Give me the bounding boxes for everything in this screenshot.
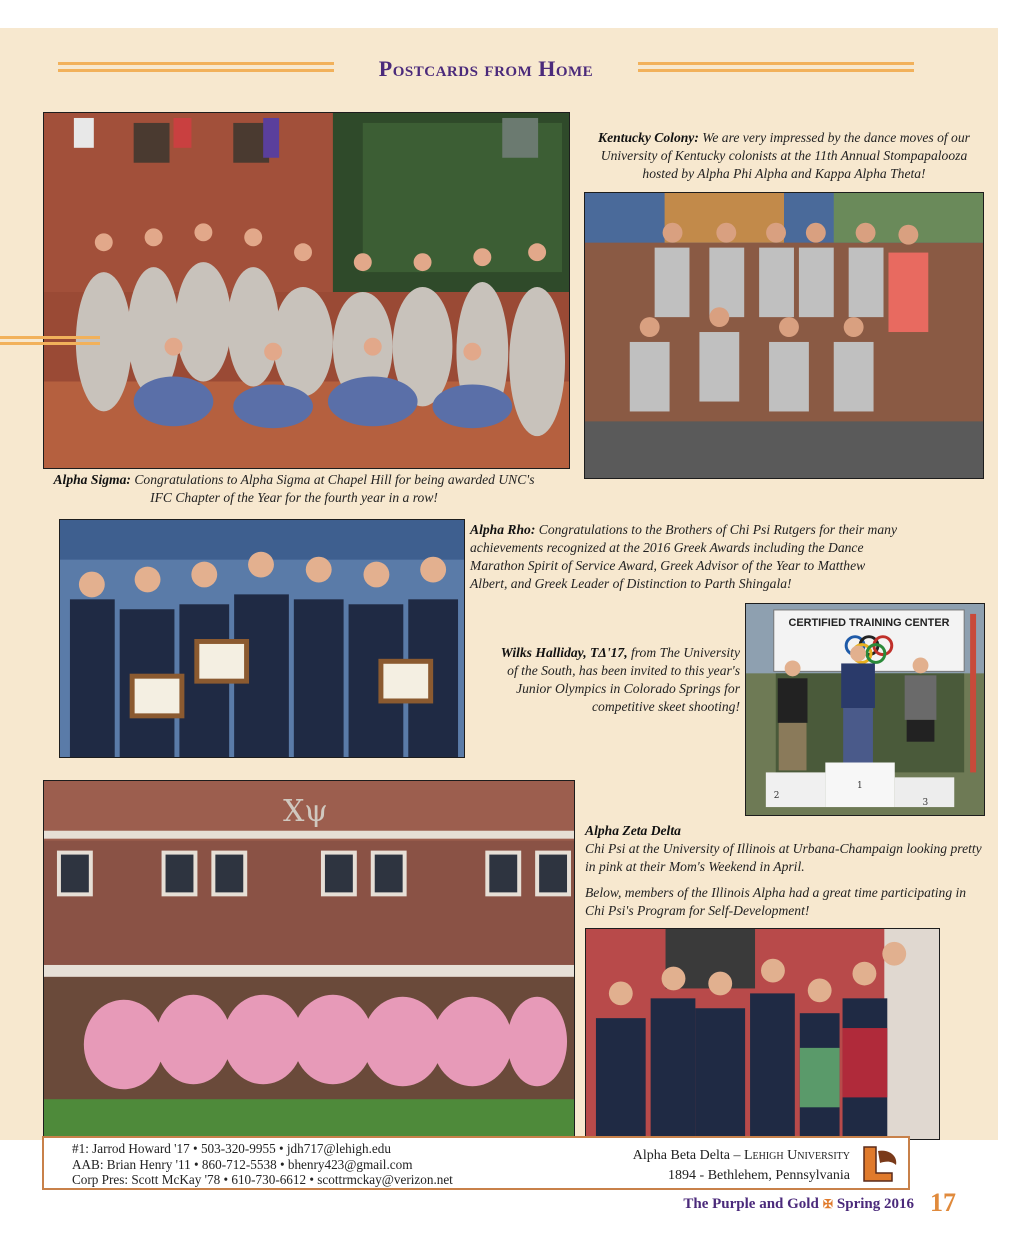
- svg-text:2: 2: [773, 791, 780, 802]
- alpha-rho-photo: [59, 519, 465, 758]
- chi-psi-emblem-icon: ✠: [822, 1197, 833, 1211]
- alpha-rho-caption: Alpha Rho: Congratulations to the Brothers of Chi Psi Rutgers for their many achievements recognized at the 2016 Greek Awards including the Dance Marathon Spirit of Service Award, Greek Advisor of the Year to Matthew Albert, and Greek Leader of Distinction to Parth Shingala!: [470, 522, 897, 591]
- alpha-sigma-photo: [43, 112, 570, 469]
- svg-text:1: 1: [857, 781, 863, 792]
- header-rule-left: [58, 62, 334, 74]
- kentucky-caption: Kentucky Colony: We are very impressed by the dance moves of our University of Kentucky colonists at the 11th Annual Stompapalooza hosted by Alpha Phi Alpha and Kappa Alpha Theta!: [598, 130, 970, 181]
- svg-text:Χψ: Χψ: [283, 793, 328, 829]
- illinois-alpha-photo: [585, 928, 940, 1140]
- illinois-pink-photo: [43, 780, 575, 1137]
- alpha-sigma-caption: Alpha Sigma: Congratulations to Alpha Sigma at Chapel Hill for being awarded UNC's IFC Chapter of the Year for the fourth year in a row!: [53, 472, 535, 505]
- chapter-contact-box: [42, 1136, 910, 1190]
- header-rule-right: [638, 62, 914, 74]
- azd-caption: Alpha Zeta Delta Chi Psi at the University of Illinois at Urbana-Champaign looking pretty in pink at their Mom's Weekend in April. Below, members of the Illinois Alpha had a great time participating in Chi Psi's Program for Self-Development!: [585, 823, 982, 918]
- side-rule: [0, 336, 100, 346]
- podium-photo: [745, 603, 985, 816]
- kentucky-photo: [584, 192, 984, 479]
- wilks-caption: Wilks Halliday, TΔ'17, from The University of the South, has been invited to this year's Junior Olympics in Colorado Springs for competitive skeet shooting!: [500, 645, 740, 714]
- page-number: 17: [930, 1188, 956, 1217]
- svg-text:3: 3: [922, 798, 929, 809]
- page-title: Postcards from Home: [378, 56, 594, 81]
- contact-line: #1: Jarrod Howard '17 • 503-320-9955 • jdh717@lehigh.edu: [72, 1141, 391, 1156]
- contact-list: [72, 1141, 453, 1188]
- contact-line: AAB: Brian Henry '11 • 860-712-5538 • bhenry423@gmail.com: [72, 1156, 413, 1172]
- svg-text:CERTIFIED TRAINING CENTER: CERTIFIED TRAINING CENTER: [788, 616, 950, 629]
- chapter-info: Alpha Beta Delta – Lehigh University 1894 - Bethlehem, Pennsylvania: [632, 1148, 850, 1183]
- publication-footer: The Purple and Gold ✠ Spring 2016: [683, 1196, 914, 1212]
- lehigh-mountain-hawk-logo: [858, 1143, 902, 1185]
- contact-line: Corp Pres: Scott McKay '78 • 610-730-6612 • scottrmckay@verizon.net: [72, 1172, 453, 1188]
